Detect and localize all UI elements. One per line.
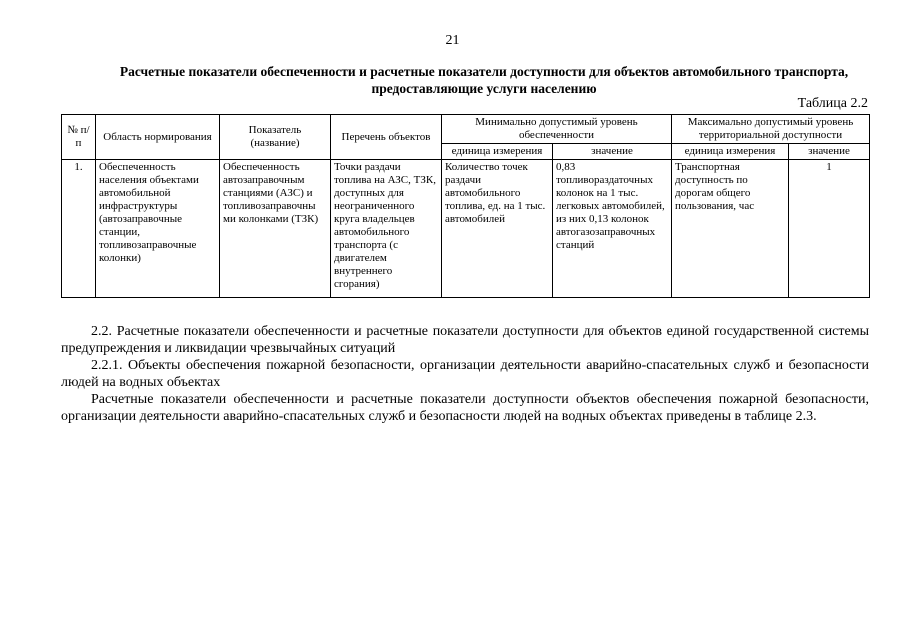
header-min-group: Минимально допустимый уровень обеспеченности [442,115,672,144]
header-max-value: значение [789,144,870,160]
table-label: Таблица 2.2 [797,96,868,111]
header-max-group: Максимально допустимый уровень территориальной доступности [672,115,870,144]
cell-min-unit: Количество точек раздачи автомобильного топлива, ед. на 1 тыс. автомобилей [442,160,553,298]
paragraph-body: Расчетные показатели обеспеченности и расчетные показатели доступности объектов обеспечения пожарной безопасности, организации деятельности аварийно-спасательных служб и безопасности людей на водных объектах приведены в таблице 2.3. [61,392,869,424]
cell-indicator: Обеспеченность автозаправочным станциями (АЗС) и топливозаправочны ми колонками (ТЗК) [220,160,331,298]
paragraph-section-2-2: 2.2. Расчетные показатели обеспеченности и расчетные показатели доступности для объектов единой государственной системы предупреждения и ликвидации чрезвычайных ситуаций [61,324,869,356]
header-row-1 [62,115,870,144]
header-num: № п/п [62,115,96,160]
header-max-unit: единица измерения [672,144,789,160]
header-min-value: значение [553,144,672,160]
cell-objects: Точки раздачи топлива на АЗС, ТЗК, доступных для неограниченного круга владельцев автомобильного транспорта (с двигателем внутреннего сгорания) [331,160,442,298]
body-text [61,323,869,425]
cell-max-unit: Транспортная доступность по дорогам общего пользования, час [672,160,789,298]
header-min-unit: единица измерения [442,144,553,160]
header-indicator: Показатель (название) [220,115,331,160]
indicators-table [61,114,870,298]
paragraph-section-2-2-1: 2.2.1. Объекты обеспечения пожарной безопасности, организации деятельности аварийно-спасательных служб и безопасности людей на водных объектах [61,358,869,390]
cell-min-value: 0,83 топливораздаточных колонок на 1 тыс. легковых автомобилей, из них 0,13 колонок автогазозаправочных станций [553,160,672,298]
header-area: Область нормирования [96,115,220,160]
header-objects: Перечень объектов [331,115,442,160]
table-row [62,160,870,298]
page-number: 21 [445,33,460,48]
cell-area: Обеспеченность населения объектами автомобильной инфраструктуры (автозаправочные станции, топливозаправочные колонки) [96,160,220,298]
cell-max-value: 1 [789,160,870,298]
cell-num: 1. [62,160,96,298]
table-title: Расчетные показатели обеспеченности и расчетные показатели доступности для объектов автомобильного транспорта, предоставляющие услуги населению [119,64,849,96]
